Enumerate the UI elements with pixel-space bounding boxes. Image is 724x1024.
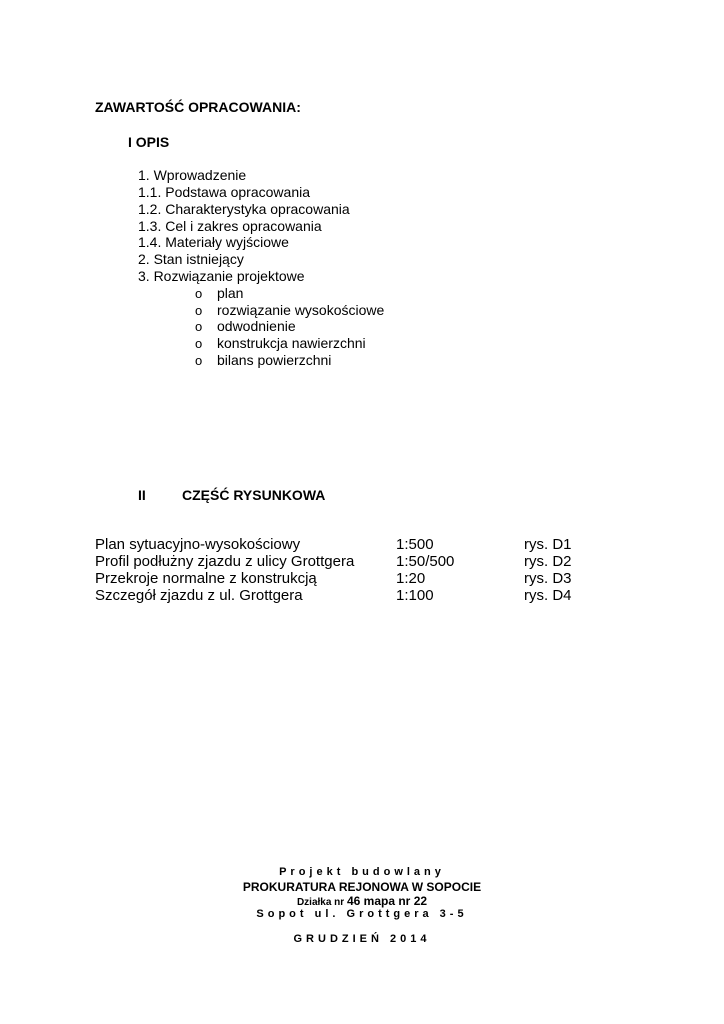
footer-client: PROKURATURA REJONOWA W SOPOCIE [242,880,482,894]
opis-item: 3. Rozwiązanie projektowe [138,268,305,284]
list-item [195,302,384,318]
drawing-scale: 1:20 [396,570,426,587]
drawing-scale: 1:500 [396,536,434,553]
circle-bullet-icon: o [195,319,203,334]
subitem-label: bilans powierzchni [217,352,332,368]
opis-item: 1.4. Materiały wyjściowe [138,234,289,250]
list-item [195,352,331,368]
list-item [195,285,243,301]
opis-item: 2. Stan istniejący [138,251,244,267]
drawing-ref: rys. D1 [524,536,572,553]
map-label: mapa nr [360,894,414,908]
list-item [195,318,296,334]
section-rysunkowa-number: II [138,487,146,503]
drawing-scale: 1:50/500 [396,553,455,570]
drawing-name: Szczegół zjazdu z ul. Grottgera [95,587,303,604]
drawing-name: Przekroje normalne z konstrukcją [95,570,317,587]
footer-date: GRUDZIEŃ 2014 [293,933,431,945]
parcel-label: Działka nr [296,897,347,908]
parcel-number: 46 [346,894,361,908]
opis-item: 1.3. Cel i zakres opracowania [138,218,322,234]
subitem-label: rozwiązanie wysokościowe [217,302,385,318]
subitem-label: odwodnienie [217,318,296,334]
section-rysunkowa-title: CZĘŚĆ RYSUNKOWA [182,487,326,503]
drawing-name: Plan sytuacyjno-wysokościowy [95,536,301,553]
drawing-name: Profil podłużny zjazdu z ulicy Grottgera [95,553,355,570]
opis-item: 1.2. Charakterystyka opracowania [138,201,350,217]
circle-bullet-icon: o [195,286,203,301]
drawing-ref: rys. D4 [524,587,572,604]
drawing-scale: 1:100 [396,587,434,604]
list-item [195,335,366,351]
opis-item: 1.1. Podstawa opracowania [138,184,310,200]
circle-bullet-icon: o [195,303,203,318]
circle-bullet-icon: o [195,353,203,368]
footer-address: Sopot ul. Grottgera 3-5 [256,908,468,920]
subitem-label: plan [217,285,244,301]
section-opis-title: I OPIS [128,134,170,150]
map-number: 22 [413,894,428,908]
contents-title: ZAWARTOŚĆ OPRACOWANIA: [95,99,301,115]
opis-item: 1. Wprowadzenie [138,167,247,183]
drawing-ref: rys. D3 [524,570,572,587]
circle-bullet-icon: o [195,336,203,351]
footer-project-type: Projekt budowlany [279,866,445,878]
subitem-label: konstrukcja nawierzchni [217,335,366,351]
drawing-ref: rys. D2 [524,553,572,570]
footer-parcel [0,894,724,908]
